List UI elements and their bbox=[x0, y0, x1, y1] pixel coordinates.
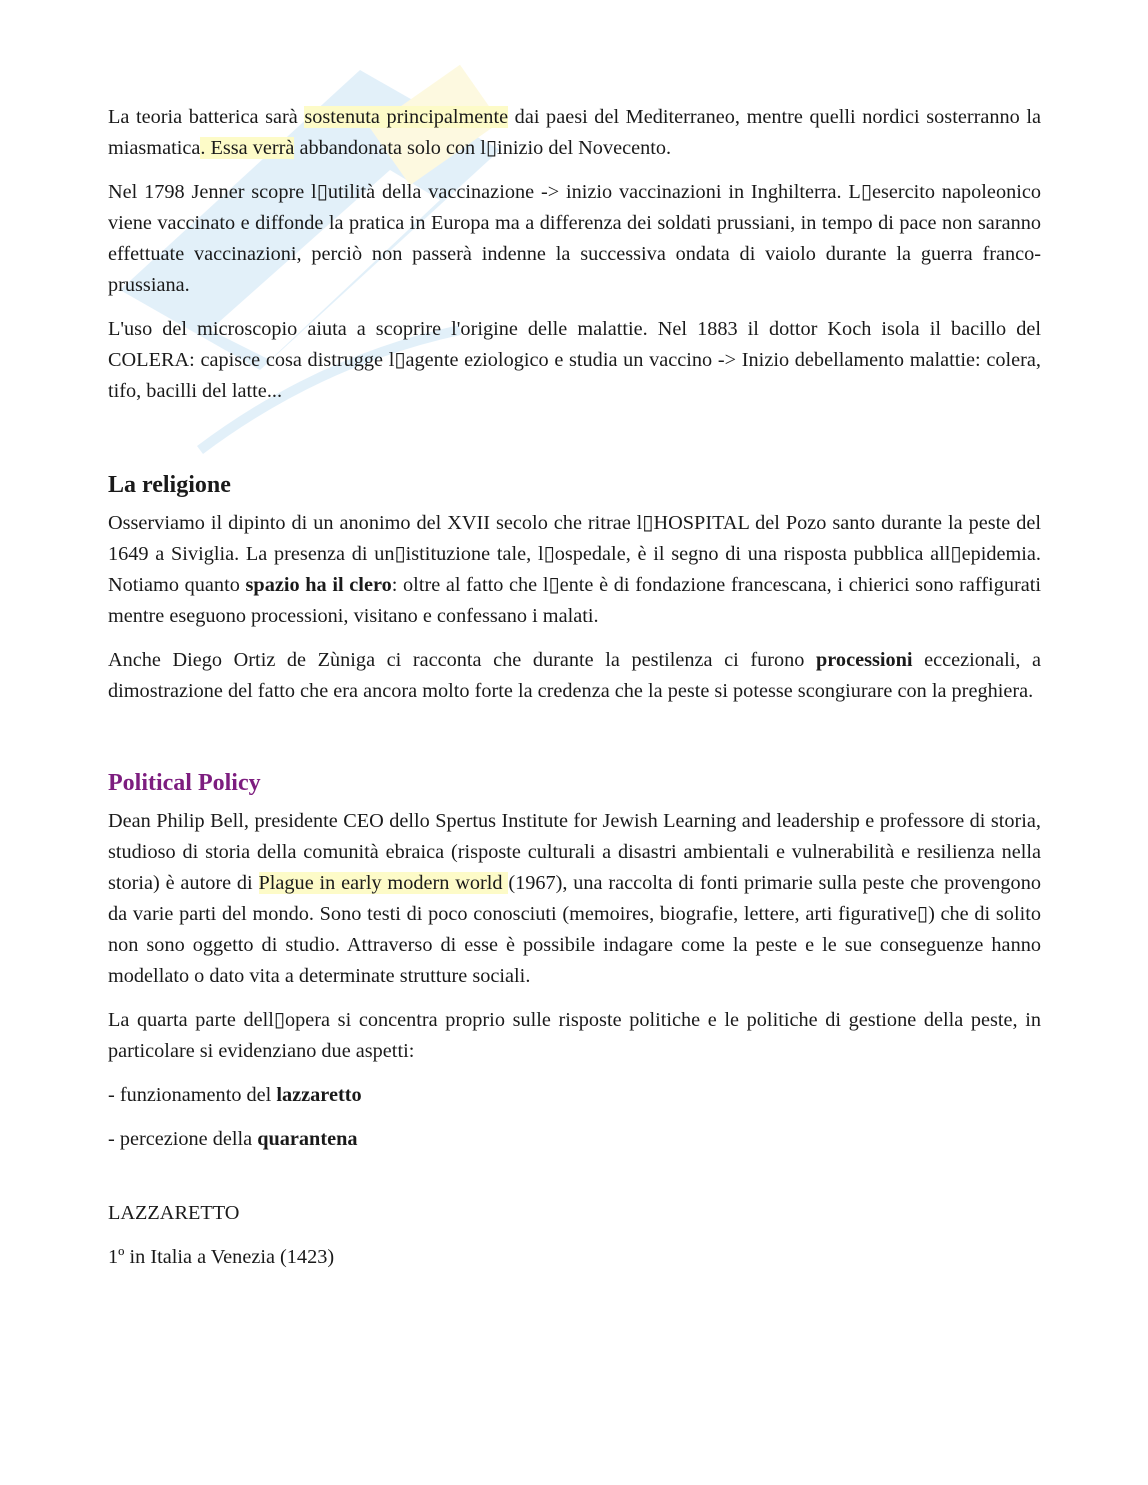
bold-text: quarantena bbox=[257, 1128, 358, 1150]
list-item-lazzaretto bbox=[108, 1080, 1041, 1111]
spacer bbox=[108, 1168, 1041, 1198]
text-span: - funzionamento del bbox=[108, 1084, 277, 1106]
highlighted-text: sostenuta principalmente bbox=[304, 106, 509, 128]
paragraph-microscopio bbox=[108, 314, 1041, 407]
section-heading-religione: La religione bbox=[108, 472, 231, 498]
bold-text: spazio ha il clero bbox=[245, 574, 392, 596]
text-span: dai paesi del Mediterraneo, mentre quelli nordici sosterranno la miasmatica bbox=[108, 106, 1041, 159]
paragraph-dipinto bbox=[108, 508, 1041, 632]
text-span: L'uso del microscopio aiuta a scoprire l'origine delle malattie. Nel 1883 il dottor Koch isola il bacillo del COLERA: capisce cosa distrugge l▯agente eziologico e studia un vaccino -> Inizio debellamento malattie: colera, tifo, bacilli del latte... bbox=[108, 318, 1041, 402]
bold-text: processioni bbox=[816, 649, 913, 671]
text-span: abbandonata solo con l▯inizio del Novecento. bbox=[294, 137, 672, 159]
spacer bbox=[108, 720, 1041, 766]
list-item-quarantena bbox=[108, 1124, 1041, 1155]
lazzaretto-heading: LAZZARETTO bbox=[108, 1202, 240, 1224]
lazzaretto-line: 1º in Italia a Venezia (1423) bbox=[108, 1246, 335, 1268]
paragraph-teoria-batterica bbox=[108, 102, 1041, 164]
paragraph-ortiz bbox=[108, 645, 1041, 707]
text-span: eccezionali, a dimostrazione del fatto che era ancora molto forte la credenza che la peste si potesse scongiurare con la preghiera. bbox=[108, 649, 1041, 702]
text-span: : oltre al fatto che l▯ente è di fondazione francescana, i chierici sono raffigurati mentre eseguono processioni, visitano e confessano i malati. bbox=[108, 574, 1041, 627]
highlighted-book-title: Plague in early modern world bbox=[258, 872, 509, 894]
text-span: La teoria batterica sarà bbox=[108, 106, 305, 128]
paragraph-jenner bbox=[108, 177, 1041, 301]
text-span: Dean Philip Bell, presidente CEO dello Spertus Institute for Jewish Learning and leadership e professore di storia, studioso di storia della comunità ebraica (risposte culturali a disastri ambientali e vulnerabilità e resilienza nella storia) è autore di bbox=[108, 810, 1041, 894]
paragraph-quarta-parte bbox=[108, 1005, 1041, 1067]
text-span: (1967), una raccolta di fonti primarie sulla peste che provengono da varie parti del mondo. Sono testi di poco conosciuti (memoires, biografie, lettere, arti figurative▯) che di solito non sono oggetto di studio. Attraverso di esse è possibile indagare come la peste e le sue conseguenze hanno modellato o dato vita a determinate strutture sociali. bbox=[108, 872, 1041, 987]
highlighted-text: . Essa verrà bbox=[200, 137, 295, 159]
paragraph-dean-bell bbox=[108, 806, 1041, 992]
spacer bbox=[108, 420, 1041, 468]
bold-text: lazzaretto bbox=[276, 1084, 362, 1106]
section-heading-political-policy: Political Policy bbox=[108, 770, 261, 796]
text-span: Osserviamo il dipinto di un anonimo del XVII secolo che ritrae l▯HOSPITAL del Pozo santo durante la peste del 1649 a Siviglia. La presenza di un▯istituzione tale, l▯ospedale, è il segno di una risposta pubblica all▯epidemia. Notiamo quanto bbox=[108, 512, 1041, 596]
document-page bbox=[108, 102, 1041, 1286]
text-span: La quarta parte dell▯opera si concentra proprio sulle risposte politiche e le politiche di gestione della peste, in particolare si evidenziano due aspetti: bbox=[108, 1009, 1041, 1062]
text-span: - percezione della bbox=[108, 1128, 258, 1150]
text-span: Nel 1798 Jenner scopre l▯utilità della vaccinazione -> inizio vaccinazioni in Inghilterra. L▯esercito napoleonico viene vaccinato e diffonde la pratica in Europa ma a differenza dei soldati prussiani, in tempo di pace non saranno effettuate vaccinazioni, perciò non passerà indenne la successiva ondata di vaiolo durante la guerra franco-prussiana. bbox=[108, 181, 1041, 296]
text-span: Anche Diego Ortiz de Zùniga ci racconta che durante la pestilenza ci furono bbox=[108, 649, 817, 671]
